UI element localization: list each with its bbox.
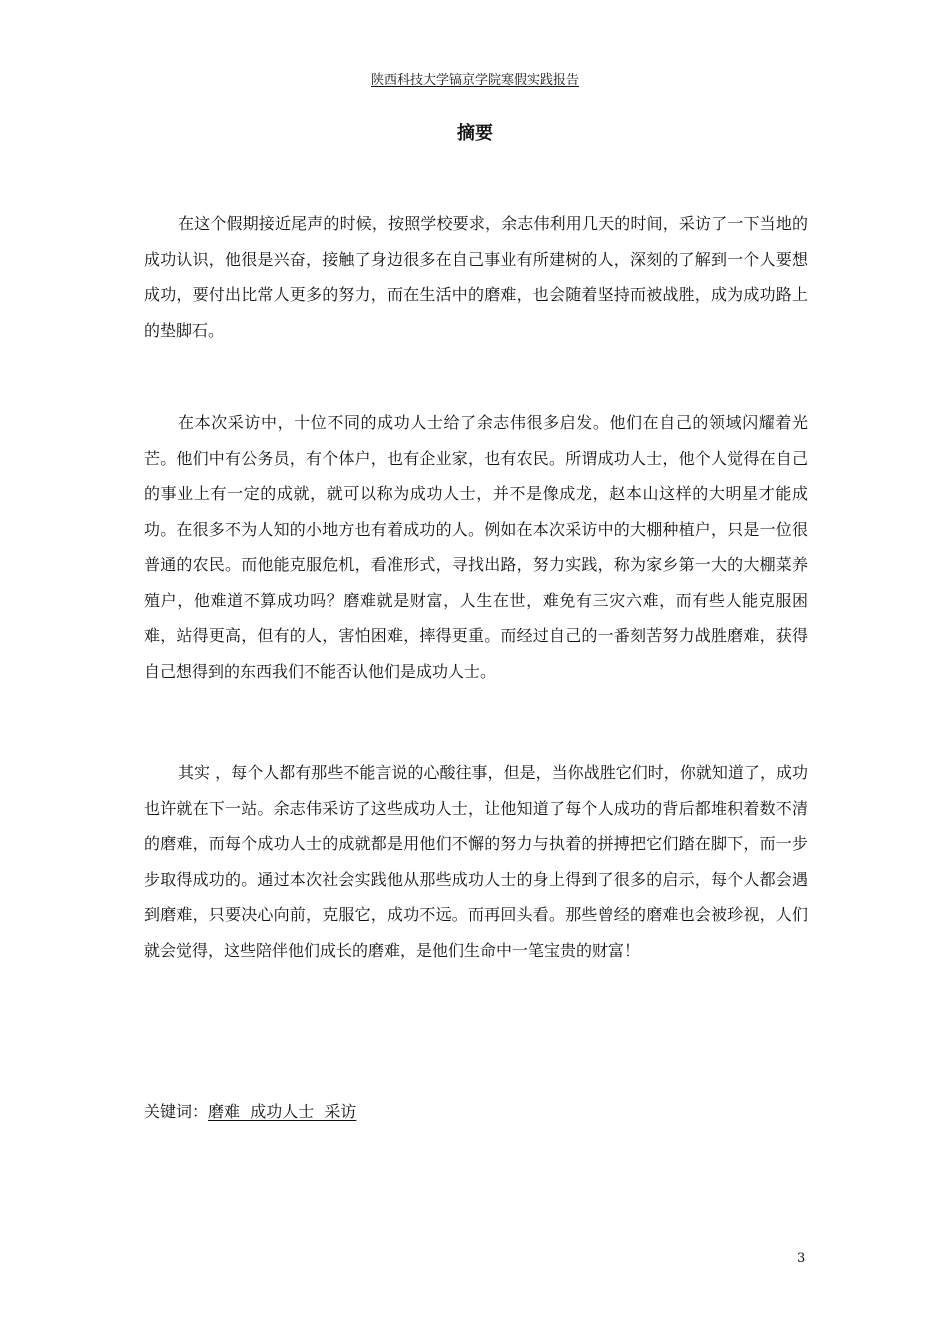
keywords-label: 关键词： (144, 1102, 209, 1121)
keywords-values: 磨难 成功人士 采访 (208, 1102, 357, 1121)
abstract-paragraph-3: 其实 ，每个人都有那些不能言说的心酸往事，但是，当你战胜它们时，你就知道了，成功也许就在下一站。余志伟采访了这些成功人士，让他知道了每个人成功的背后都堆积着数不清的磨难，而每个成功人士的成就都是用他们不懈的努力与执着的拼搏把它们踏在脚下，而一步步取得成功的。通过本次社会实践他从那些成功人士的身上得到了很多的启示，每个人都会遇到磨难，只要决心向前，克服它，成功不远。而再回头看。那些曾经的磨难也会被珍视，人们就会觉得，这些陪伴他们成长的磨难，是他们生命中一笔宝贵的财富！ (144, 763, 808, 960)
running-header (0, 72, 950, 90)
running-header-title: 陕西科技大学镐京学院寒假实践报告 (370, 73, 579, 88)
page-number: 3 (797, 1251, 806, 1266)
abstract-paragraph-2: 在本次采访中，十位不同的成功人士给了余志伟很多启发。他们在自己的领域闪耀着光芒。他们中有公务员，有个体户，也有企业家，也有农民。所谓成功人士，他个人觉得在自己的事业上有一定的成就，就可以称为成功人士，并不是像成龙，赵本山这样的大明星才能成功。在很多不为人知的小地方也有着成功的人。例如在本次采访中的大棚种植户，只是一位很普通的农民。而他能克服危机，看准形式，寻找出路，努力实践，称为家乡第一大的大棚菜养殖户，他难道不算成功吗？磨难就是财富，人生在世，难免有三灾六难，而有些人能克服困难，站得更高，但有的人，害怕困难，摔得更重。而经过自己的一番刻苦努力战胜磨难，获得自己想得到的东西我们不能否认他们是成功人士。 (144, 413, 808, 681)
abstract-paragraph-1: 在这个假期接近尾声的时候，按照学校要求，余志伟利用几天的时间，采访了一下当地的成功认识，他很是兴奋，接触了身边很多在自己事业有所建树的人，深刻的了解到一个人要想成功，要付出比常人更多的努力，而在生活中的磨难，也会随着坚持而被战胜，成为成功路上的垫脚石。 (144, 214, 808, 340)
keywords-line (144, 1101, 356, 1123)
abstract-title: 摘要 (457, 123, 493, 144)
